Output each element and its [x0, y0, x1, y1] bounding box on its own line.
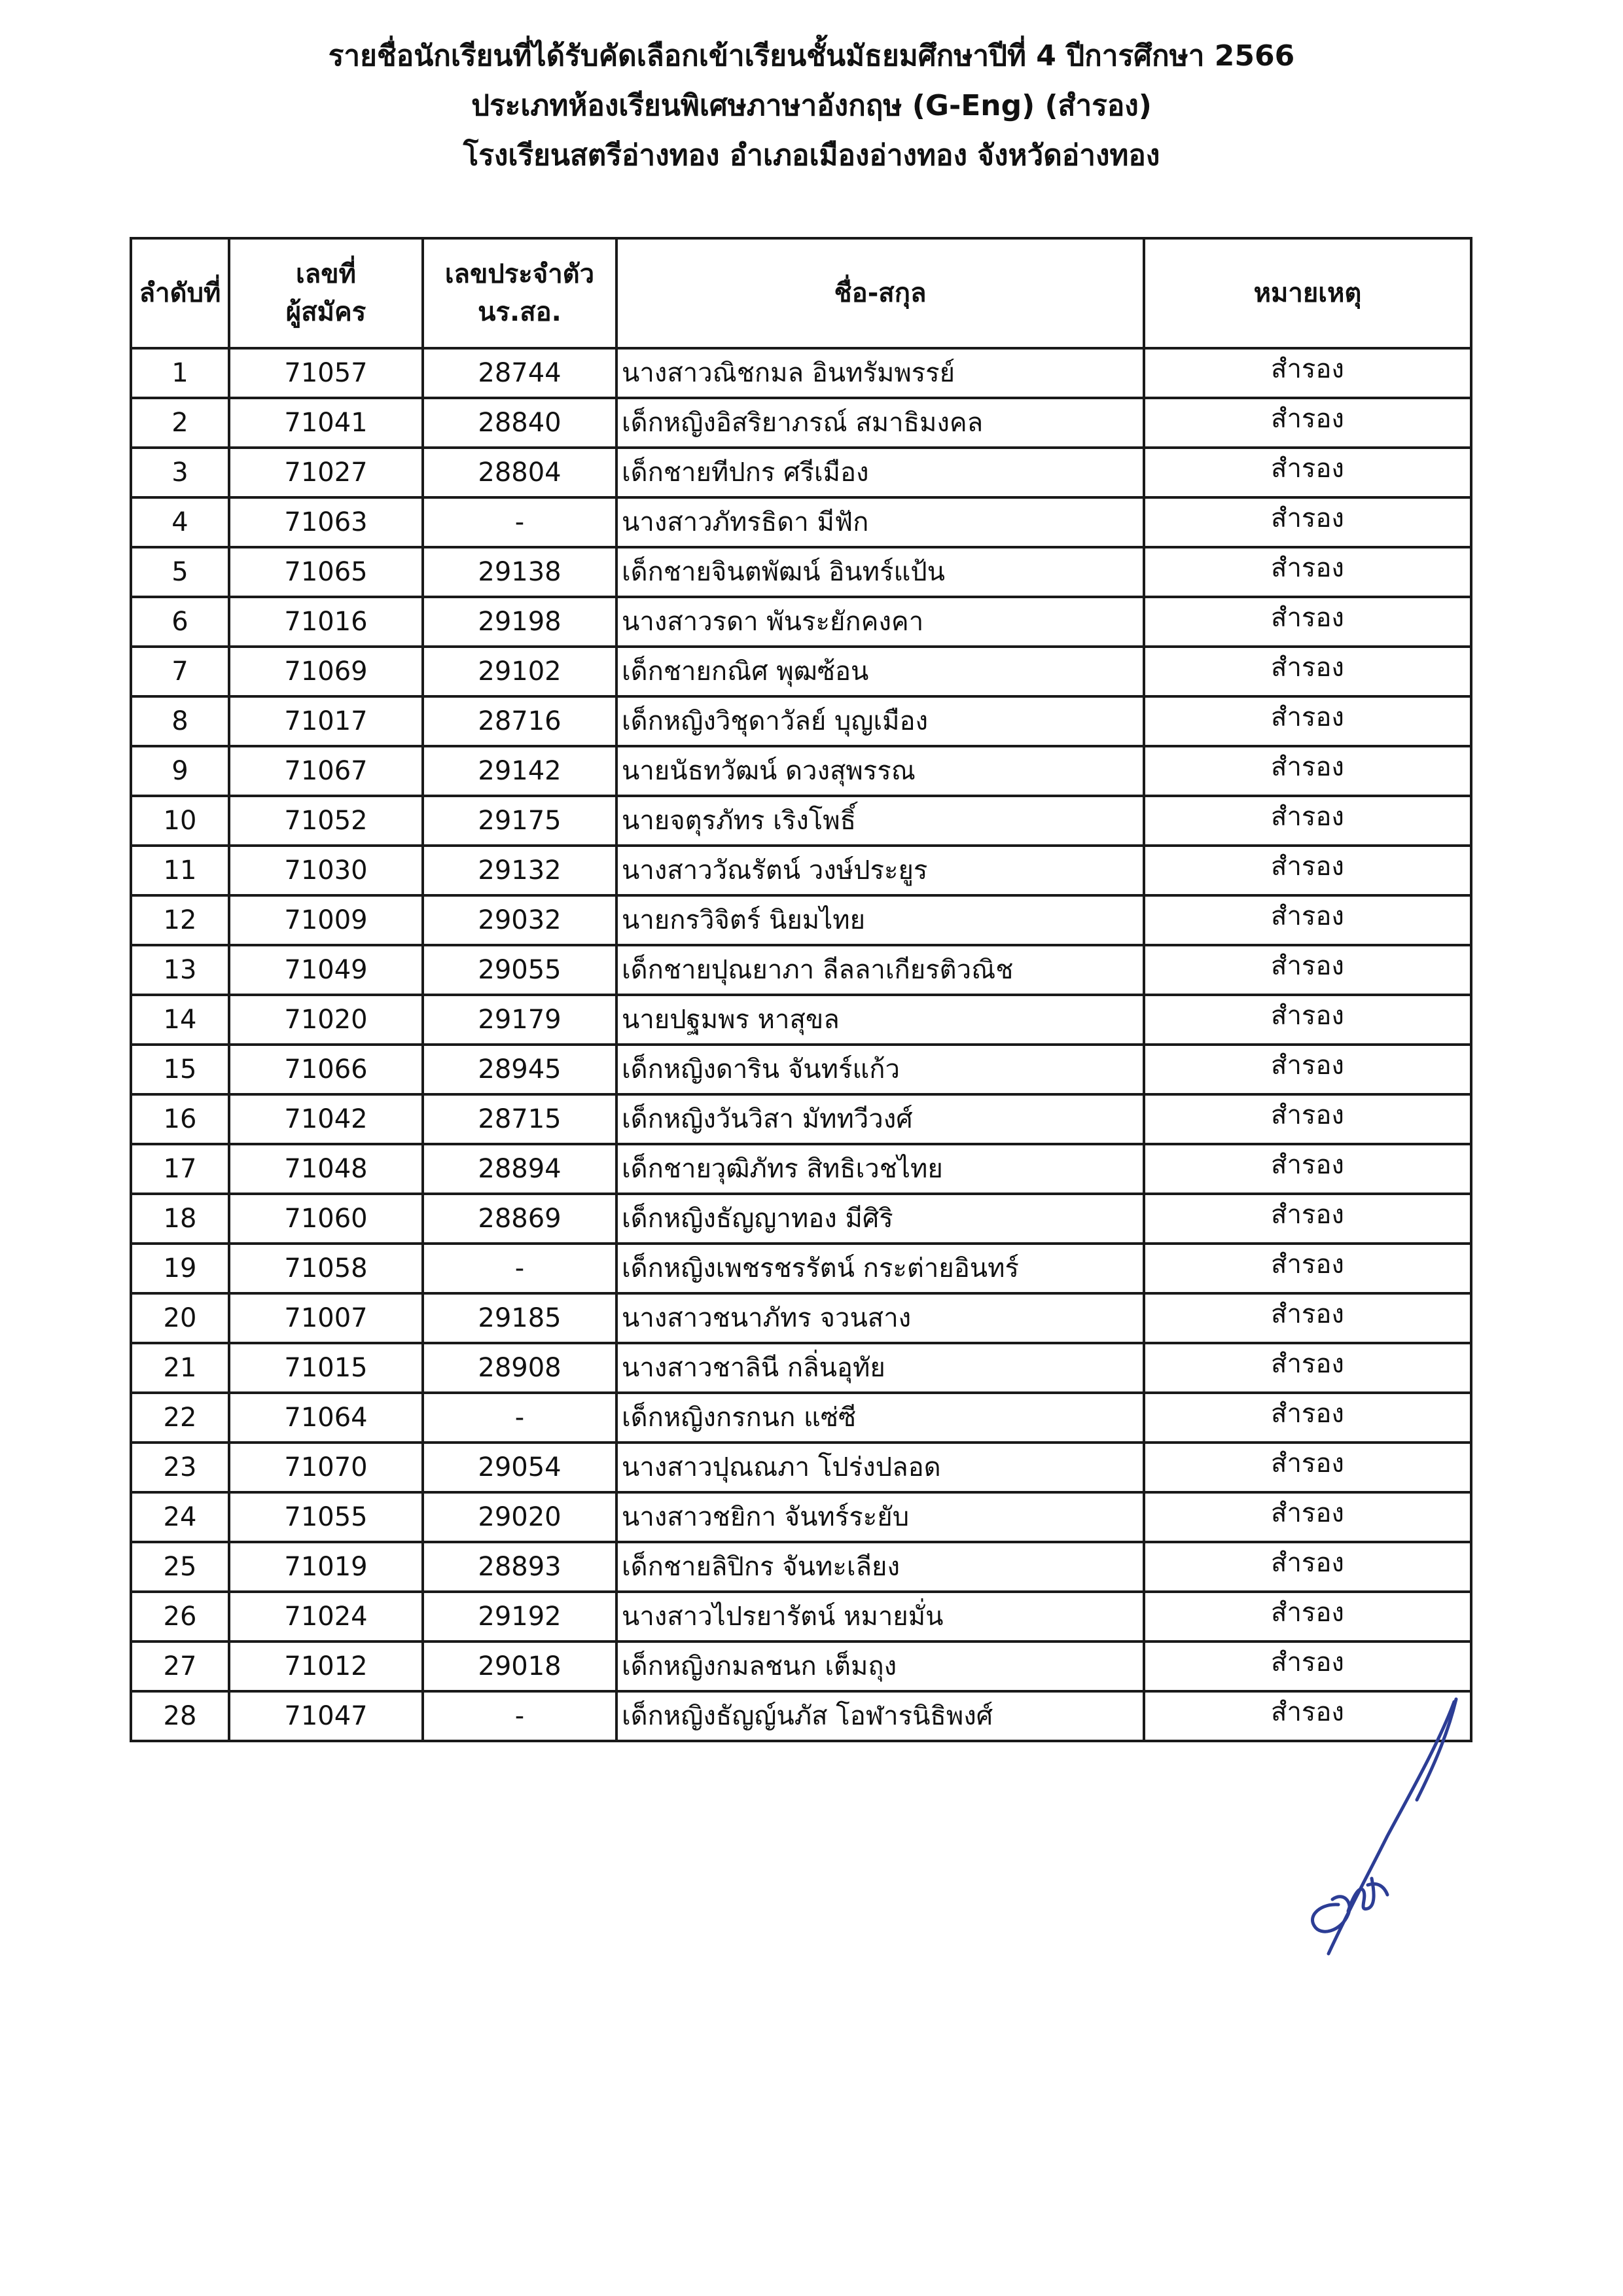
cell-applicant-no: 71012	[229, 1641, 423, 1691]
cell-student-name: นางสาวไปรยารัตน์ หมายมั่น	[616, 1592, 1144, 1641]
cell-student-name: นางสาวชาลินี กลิ่นอุทัย	[616, 1343, 1144, 1393]
table-row	[131, 1194, 1471, 1244]
cell-remark: สำรอง	[1144, 1045, 1471, 1094]
cell-applicant-no: 71058	[229, 1244, 423, 1293]
table-row	[131, 1144, 1471, 1194]
cell-seq: 7	[131, 647, 229, 696]
cell-applicant-no: 71052	[229, 796, 423, 846]
cell-remark: สำรอง	[1144, 497, 1471, 547]
cell-student-name: เด็กชายจินตพัฒน์ อินทร์แป้น	[616, 547, 1144, 597]
table-row	[131, 1691, 1471, 1741]
cell-seq: 27	[131, 1641, 229, 1691]
table-row	[131, 448, 1471, 497]
cell-student-id: 29192	[423, 1592, 616, 1641]
cell-remark: สำรอง	[1144, 1343, 1471, 1393]
table-row	[131, 1641, 1471, 1691]
header-applicant-no	[229, 238, 423, 348]
cell-applicant-no: 71049	[229, 945, 423, 995]
cell-remark: สำรอง	[1144, 746, 1471, 796]
cell-seq: 26	[131, 1592, 229, 1641]
cell-applicant-no: 71017	[229, 696, 423, 746]
cell-seq: 8	[131, 696, 229, 746]
cell-remark: สำรอง	[1144, 647, 1471, 696]
cell-applicant-no: 71069	[229, 647, 423, 696]
cell-student-id: 29018	[423, 1641, 616, 1691]
cell-remark: สำรอง	[1144, 1293, 1471, 1343]
cell-student-id: 29132	[423, 846, 616, 895]
cell-student-name: เด็กชายกณิศ พุฒซ้อน	[616, 647, 1144, 696]
cell-remark: สำรอง	[1144, 1094, 1471, 1144]
cell-seq: 20	[131, 1293, 229, 1343]
signature-icon	[1276, 1695, 1472, 1983]
cell-seq: 23	[131, 1443, 229, 1492]
cell-applicant-no: 71060	[229, 1194, 423, 1244]
header-row	[131, 238, 1471, 348]
cell-student-name: นางสาววัณรัตน์ วงษ์ประยูร	[616, 846, 1144, 895]
table-row	[131, 398, 1471, 448]
cell-seq: 4	[131, 497, 229, 547]
header-applicant-line-2: ผู้สมัคร	[285, 297, 366, 327]
cell-remark: สำรอง	[1144, 696, 1471, 746]
cell-seq: 15	[131, 1045, 229, 1094]
cell-student-name: เด็กหญิงกรกนก แซ่ซี	[616, 1393, 1144, 1443]
cell-seq: 1	[131, 348, 229, 398]
cell-applicant-no: 71007	[229, 1293, 423, 1343]
cell-seq: 28	[131, 1691, 229, 1741]
cell-remark: สำรอง	[1144, 895, 1471, 945]
title-line-1: รายชื่อนักเรียนที่ได้รับคัดเลือกเข้าเรียนชั้นมัธยมศึกษาปีที่ 4 ปีการศึกษา 2566	[328, 39, 1295, 73]
cell-student-name: นางสาวณิชกมล อินทรัมพรรย์	[616, 348, 1144, 398]
table-row	[131, 1443, 1471, 1492]
cell-student-id: 29138	[423, 547, 616, 597]
cell-applicant-no: 71063	[229, 497, 423, 547]
table-row	[131, 895, 1471, 945]
cell-student-id: 28893	[423, 1542, 616, 1592]
table-row	[131, 1045, 1471, 1094]
cell-student-id: 29054	[423, 1443, 616, 1492]
cell-student-id: 28945	[423, 1045, 616, 1094]
document-header	[0, 31, 1623, 181]
cell-remark: สำรอง	[1144, 1393, 1471, 1443]
cell-student-id: 29198	[423, 597, 616, 647]
cell-remark: สำรอง	[1144, 1592, 1471, 1641]
table-body	[131, 348, 1471, 1741]
header-remark	[1144, 238, 1471, 348]
header-seq	[131, 238, 229, 348]
cell-student-id: 28744	[423, 348, 616, 398]
cell-seq: 12	[131, 895, 229, 945]
cell-student-name: เด็กหญิงวิชุดาวัลย์ บุญเมือง	[616, 696, 1144, 746]
cell-remark: สำรอง	[1144, 1641, 1471, 1691]
cell-seq: 14	[131, 995, 229, 1045]
cell-student-name: เด็กหญิงเพชรชรรัตน์ กระต่ายอินทร์	[616, 1244, 1144, 1293]
cell-student-name: เด็กหญิงดาริน จันทร์แก้ว	[616, 1045, 1144, 1094]
cell-remark: สำรอง	[1144, 1244, 1471, 1293]
cell-applicant-no: 71041	[229, 398, 423, 448]
cell-remark: สำรอง	[1144, 1194, 1471, 1244]
table-row	[131, 1492, 1471, 1542]
cell-seq: 19	[131, 1244, 229, 1293]
table-row	[131, 1393, 1471, 1443]
table-row	[131, 1592, 1471, 1641]
cell-seq: 17	[131, 1144, 229, 1194]
title-line-3: โรงเรียนสตรีอ่างทอง อำเภอเมืองอ่างทอง จังหวัดอ่างทอง	[463, 139, 1160, 172]
cell-remark: สำรอง	[1144, 547, 1471, 597]
cell-student-name: นายนัธทวัฒน์ ดวงสุพรรณ	[616, 746, 1144, 796]
cell-student-name: เด็กหญิงธัญญ์นภัส โอฬารนิธิพงศ์	[616, 1691, 1144, 1741]
cell-seq: 11	[131, 846, 229, 895]
cell-seq: 10	[131, 796, 229, 846]
cell-applicant-no: 71057	[229, 348, 423, 398]
cell-remark: สำรอง	[1144, 1144, 1471, 1194]
cell-seq: 24	[131, 1492, 229, 1542]
cell-remark: สำรอง	[1144, 348, 1471, 398]
cell-applicant-no: 71070	[229, 1443, 423, 1492]
table-header	[131, 238, 1471, 348]
cell-student-id: 28908	[423, 1343, 616, 1393]
table-row	[131, 348, 1471, 398]
cell-student-id: 29175	[423, 796, 616, 846]
cell-remark: สำรอง	[1144, 1691, 1471, 1741]
header-student-id-line-2: นร.สอ.	[478, 297, 562, 327]
cell-applicant-no: 71042	[229, 1094, 423, 1144]
table-row	[131, 1542, 1471, 1592]
cell-remark: สำรอง	[1144, 597, 1471, 647]
cell-applicant-no: 71030	[229, 846, 423, 895]
cell-seq: 16	[131, 1094, 229, 1144]
cell-seq: 25	[131, 1542, 229, 1592]
cell-student-name: นายกรวิจิตร์ นิยมไทย	[616, 895, 1144, 945]
cell-seq: 18	[131, 1194, 229, 1244]
header-seq-label: ลำดับที่	[139, 278, 221, 308]
table-row	[131, 746, 1471, 796]
table-row	[131, 1343, 1471, 1393]
table-row	[131, 597, 1471, 647]
cell-remark: สำรอง	[1144, 1443, 1471, 1492]
cell-applicant-no: 71055	[229, 1492, 423, 1542]
cell-seq: 6	[131, 597, 229, 647]
cell-seq: 13	[131, 945, 229, 995]
cell-applicant-no: 71016	[229, 597, 423, 647]
cell-student-name: นายจตุรภัทร เริงโพธิ์	[616, 796, 1144, 846]
cell-student-name: เด็กหญิงธัญญาทอง มีศิริ	[616, 1194, 1144, 1244]
cell-applicant-no: 71066	[229, 1045, 423, 1094]
cell-student-name: เด็กชายปุณยาภา ลีลลาเกียรติวณิช	[616, 945, 1144, 995]
cell-applicant-no: 71048	[229, 1144, 423, 1194]
cell-student-id: -	[423, 497, 616, 547]
cell-remark: สำรอง	[1144, 398, 1471, 448]
table-row	[131, 995, 1471, 1045]
cell-applicant-no: 71020	[229, 995, 423, 1045]
cell-remark: สำรอง	[1144, 448, 1471, 497]
cell-seq: 22	[131, 1393, 229, 1443]
cell-student-id: 28716	[423, 696, 616, 746]
cell-student-name: นางสาวภัทรธิดา มีฟัก	[616, 497, 1144, 547]
cell-applicant-no: 71065	[229, 547, 423, 597]
cell-student-id: 28840	[423, 398, 616, 448]
cell-remark: สำรอง	[1144, 1542, 1471, 1592]
header-remark-label: หมายเหตุ	[1253, 278, 1362, 308]
table-row	[131, 696, 1471, 746]
header-name-label: ชื่อ-สกุล	[834, 278, 927, 308]
header-name	[616, 238, 1144, 348]
table-row	[131, 1244, 1471, 1293]
cell-remark: สำรอง	[1144, 796, 1471, 846]
cell-student-id: 29102	[423, 647, 616, 696]
cell-student-id: 28869	[423, 1194, 616, 1244]
cell-student-name: นางสาวรดา พันระยักคงคา	[616, 597, 1144, 647]
cell-remark: สำรอง	[1144, 1492, 1471, 1542]
cell-student-id: -	[423, 1393, 616, 1443]
cell-student-id: 28894	[423, 1144, 616, 1194]
cell-student-name: เด็กหญิงอิสริยาภรณ์ สมาธิมงคล	[616, 398, 1144, 448]
cell-applicant-no: 71024	[229, 1592, 423, 1641]
cell-student-id: 29055	[423, 945, 616, 995]
table-row	[131, 547, 1471, 597]
cell-student-id: 29185	[423, 1293, 616, 1343]
table-row	[131, 1293, 1471, 1343]
cell-student-name: เด็กชายวุฒิภัทร สิทธิเวชไทย	[616, 1144, 1144, 1194]
cell-seq: 21	[131, 1343, 229, 1393]
cell-student-id: 29032	[423, 895, 616, 945]
cell-applicant-no: 71009	[229, 895, 423, 945]
cell-student-id: -	[423, 1691, 616, 1741]
cell-student-name: นางสาวชนาภัทร จวนสาง	[616, 1293, 1144, 1343]
header-student-id	[423, 238, 616, 348]
cell-applicant-no: 71064	[229, 1393, 423, 1443]
cell-seq: 5	[131, 547, 229, 597]
table-row	[131, 1094, 1471, 1144]
cell-remark: สำรอง	[1144, 945, 1471, 995]
cell-student-name: เด็กหญิงวันวิสา มัททวีวงศ์	[616, 1094, 1144, 1144]
cell-seq: 2	[131, 398, 229, 448]
cell-student-id: 29020	[423, 1492, 616, 1542]
header-applicant-line-1: เลขที่	[296, 259, 356, 289]
header-student-id-line-1: เลขประจำตัว	[444, 259, 595, 289]
cell-remark: สำรอง	[1144, 846, 1471, 895]
table-row	[131, 647, 1471, 696]
cell-applicant-no: 71019	[229, 1542, 423, 1592]
cell-seq: 9	[131, 746, 229, 796]
cell-student-id: -	[423, 1244, 616, 1293]
cell-applicant-no: 71015	[229, 1343, 423, 1393]
cell-student-name: เด็กชายทีปกร ศรีเมือง	[616, 448, 1144, 497]
cell-student-id: 29179	[423, 995, 616, 1045]
cell-student-name: นายปฐมพร หาสุขล	[616, 995, 1144, 1045]
cell-applicant-no: 71047	[229, 1691, 423, 1741]
cell-student-name: เด็กหญิงกมลชนก เต็มถุง	[616, 1641, 1144, 1691]
table-row	[131, 497, 1471, 547]
cell-applicant-no: 71027	[229, 448, 423, 497]
cell-student-id: 29142	[423, 746, 616, 796]
table-row	[131, 846, 1471, 895]
cell-applicant-no: 71067	[229, 746, 423, 796]
cell-student-name: นางสาวชยิกา จันทร์ระยับ	[616, 1492, 1144, 1542]
cell-student-name: นางสาวปุณณภา โปร่งปลอด	[616, 1443, 1144, 1492]
title-line-2: ประเภทห้องเรียนพิเศษภาษาอังกฤษ (G-Eng) (สำรอง)	[471, 89, 1152, 122]
cell-remark: สำรอง	[1144, 995, 1471, 1045]
student-roster-table	[130, 237, 1472, 1742]
cell-student-name: เด็กชายลิปิกร จันทะเลียง	[616, 1542, 1144, 1592]
cell-seq: 3	[131, 448, 229, 497]
cell-student-id: 28715	[423, 1094, 616, 1144]
table-row	[131, 945, 1471, 995]
table-row	[131, 796, 1471, 846]
cell-student-id: 28804	[423, 448, 616, 497]
